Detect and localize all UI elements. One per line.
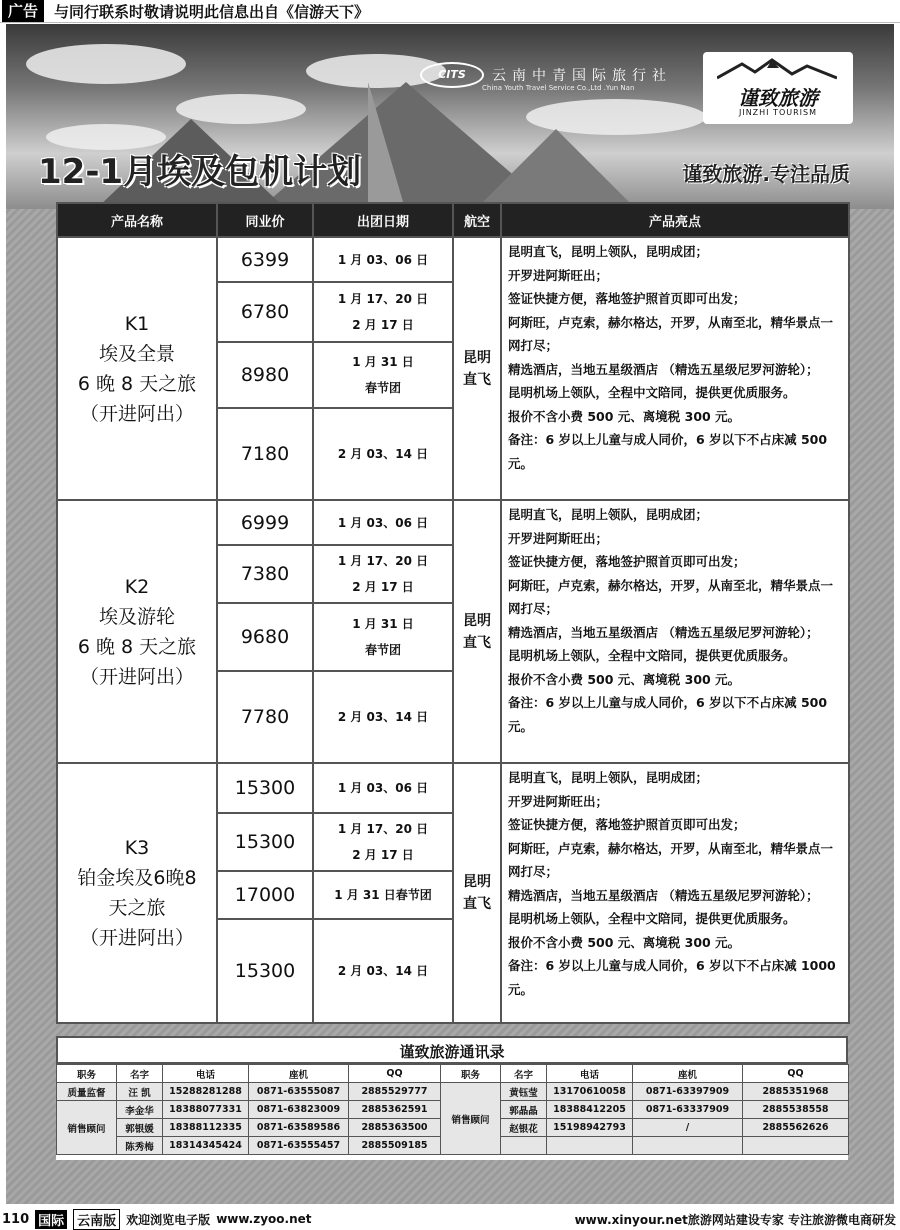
qq-cell: 2885351968: [743, 1083, 849, 1101]
airline-line: 昆明: [463, 349, 491, 366]
dir-header: 职务: [57, 1065, 117, 1083]
brand-name: 谨致旅游: [738, 86, 818, 110]
dir-header: 名字: [501, 1065, 547, 1083]
ad-page: [6, 24, 894, 1204]
dir-header: 电话: [163, 1065, 249, 1083]
page-footer: [0, 1208, 900, 1230]
directory-table: [56, 1064, 849, 1155]
price-cell: 17000: [217, 871, 313, 919]
product-duration: 6 晚 8 天之旅: [77, 635, 197, 658]
date-line: 2 月 03、14 日: [337, 447, 429, 461]
product-name-cell: [57, 237, 217, 500]
price-cell: 7380: [217, 545, 313, 603]
date-cell: [313, 763, 453, 813]
product-code: K1: [124, 312, 150, 335]
dir-header: QQ: [743, 1065, 849, 1083]
date-cell: [313, 237, 453, 282]
airline-cell: [453, 500, 501, 763]
brand-logo: [703, 52, 853, 124]
empty-cell: [743, 1137, 849, 1155]
landline-cell: 0871-63555457: [249, 1137, 349, 1155]
product-name: 埃及全景: [98, 342, 175, 365]
price-cell: 15300: [217, 763, 313, 813]
phone-cell: 13170610058: [547, 1083, 633, 1101]
highlight-line: 阿斯旺，卢克索，赫尔格达，开罗，从南至北，精华景点一网打尽；: [508, 577, 834, 616]
highlight-line: 备注：6 岁以上儿童与成人同价，6 岁以下不占床减 500 元。: [508, 695, 828, 734]
date-line: 1 月 31 日: [352, 617, 414, 631]
product-name-cell: [57, 763, 217, 1023]
qq-cell: 2885562626: [743, 1119, 849, 1137]
date-line: 2 月 03、14 日: [337, 964, 429, 978]
dir-header: 职务: [441, 1065, 501, 1083]
product-duration: 天之旅: [108, 897, 166, 919]
price-cell: 15300: [217, 919, 313, 1023]
date-line: 2 月 17 日: [352, 318, 414, 332]
phone-cell: 18388112335: [163, 1119, 249, 1137]
landline-cell: 0871-63823009: [249, 1101, 349, 1119]
highlight-line: 精选酒店，当地五星级酒店 （精选五星级尼罗河游轮）；: [508, 624, 819, 640]
highlight-line: 开罗进阿斯旺出；: [508, 793, 609, 809]
name-cell: 黄钰莹: [501, 1083, 547, 1101]
qq-cell: 2885363500: [349, 1119, 441, 1137]
qq-cell: 2885529777: [349, 1083, 441, 1101]
date-cell: [313, 671, 453, 763]
date-line: 1 月 17、20 日: [337, 822, 429, 836]
product-name: 埃及游轮: [98, 605, 175, 628]
highlight-line: 签证快捷方便，落地签护照首页即可出发；: [508, 817, 746, 832]
highlight-line: 备注：6 岁以上儿童与成人同价，6 岁以下不占床减 500 元。: [508, 432, 828, 471]
product-name-cell: [57, 500, 217, 763]
header-date: 出团日期: [313, 203, 453, 237]
name-cell: 郭银媛: [117, 1119, 163, 1137]
price-cell: 7180: [217, 408, 313, 500]
date-cell: [313, 813, 453, 871]
date-line: 1 月 31 日春节团: [334, 888, 432, 902]
header-product: 产品名称: [57, 203, 217, 237]
dir-header: 名字: [117, 1065, 163, 1083]
highlight-line: 阿斯旺，卢克索，赫尔格达，开罗，从南至北，精华景点一网打尽；: [508, 840, 834, 879]
page-number: 110: [2, 1211, 30, 1227]
phone-cell: 18388077331: [163, 1101, 249, 1119]
dir-header: 电话: [547, 1065, 633, 1083]
date-cell: [313, 919, 453, 1023]
highlight-line: 阿斯旺，卢克索，赫尔格达，开罗，从南至北，精华景点一网打尽；: [508, 314, 834, 353]
highlight-line: 签证快捷方便，落地签护照首页即可出发；: [508, 291, 746, 306]
section-label: 国际: [35, 1210, 67, 1229]
highlight-line: 昆明机场上领队，全程中文陪同，提供更优质服务。: [508, 911, 796, 926]
empty-cell: [633, 1137, 743, 1155]
ad-header-strip: [0, 0, 900, 23]
product-code: K2: [124, 575, 150, 598]
date-cell: [313, 282, 453, 342]
dir-header: 座机: [633, 1065, 743, 1083]
qq-cell: 2885509185: [349, 1137, 441, 1155]
airline-cell: [453, 763, 501, 1023]
price-cell: 15300: [217, 813, 313, 871]
highlight-line: 精选酒店，当地五星级酒店 （精选五星级尼罗河游轮）；: [508, 361, 819, 377]
product-route: （开进阿出）: [79, 927, 194, 949]
airline-cell: [453, 237, 501, 500]
product-route: （开进阿出）: [79, 402, 194, 425]
website-link[interactable]: www.zyoo.net: [216, 1212, 312, 1226]
highlight-line: 备注：6 岁以上儿童与成人同价，6 岁以下不占床减 1000 元。: [508, 958, 836, 997]
landline-cell: 0871-63555087: [249, 1083, 349, 1101]
highlight-line: 昆明直飞，昆明上领队，昆明成团；: [508, 507, 709, 522]
role-cell: 销售顾问: [57, 1101, 117, 1155]
welcome-text: 欢迎浏览电子版: [126, 1212, 211, 1227]
phone-cell: 18314345424: [163, 1137, 249, 1155]
dir-header: 座机: [249, 1065, 349, 1083]
highlights-cell: [501, 237, 849, 500]
name-cell: 汪 凯: [117, 1083, 163, 1101]
date-line: 1 月 17、20 日: [337, 292, 429, 306]
date-line: 2 月 17 日: [352, 848, 414, 862]
table-row: [57, 1083, 849, 1101]
directory-title: 谨致旅游通讯录: [56, 1036, 848, 1064]
agency-english-name: China Youth Travel Service Co.,Ltd .Yun Nan: [482, 84, 635, 92]
dir-header: QQ: [349, 1065, 441, 1083]
table-row: [57, 237, 849, 282]
date-line: 1 月 03、06 日: [337, 515, 429, 530]
header-airline: 航空: [453, 203, 501, 237]
date-cell: [313, 408, 453, 500]
name-cell: 陈秀梅: [117, 1137, 163, 1155]
ad-tag: 广告: [2, 0, 44, 22]
landline-cell: 0871-63397909: [633, 1083, 743, 1101]
airline-line: 直飞: [463, 634, 491, 651]
highlight-line: 昆明直飞，昆明上领队，昆明成团；: [508, 244, 709, 259]
highlight-line: 开罗进阿斯旺出；: [508, 530, 609, 546]
highlight-line: 报价不含小费 500 元、离境税 300 元。: [508, 671, 741, 687]
price-cell: 6399: [217, 237, 313, 282]
empty-cell: [501, 1137, 547, 1155]
landline-cell: 0871-63589586: [249, 1119, 349, 1137]
highlight-line: 报价不含小费 500 元、离境税 300 元。: [508, 408, 741, 424]
header-highlights: 产品亮点: [501, 203, 849, 237]
brand-english-name: JINZHI TOURISM: [738, 108, 818, 117]
highlight-line: 昆明直飞，昆明上领队，昆明成团；: [508, 770, 709, 785]
name-cell: 赵银花: [501, 1119, 547, 1137]
date-line: 1 月 17、20 日: [337, 554, 429, 568]
product-route: （开进阿出）: [79, 665, 194, 688]
page-title: 12-1月埃及包机计划: [38, 152, 362, 192]
qq-cell: 2885362591: [349, 1101, 441, 1119]
mountain-icon: [717, 58, 837, 80]
price-cell: 8980: [217, 342, 313, 408]
airline-line: 昆明: [463, 612, 491, 629]
price-cell: 6999: [217, 500, 313, 545]
qq-cell: 2885538558: [743, 1101, 849, 1119]
date-line: 2 月 17 日: [352, 580, 414, 594]
source-notice: 与同行联系时敬请说明此信息出自《信游天下》: [54, 2, 370, 21]
table-header-row: [57, 203, 849, 237]
agency-logo: CITS: [420, 62, 484, 88]
name-cell: 郭晶晶: [501, 1101, 547, 1119]
highlight-line: 昆明机场上领队，全程中文陪同，提供更优质服务。: [508, 648, 796, 663]
date-line: 春节团: [364, 643, 401, 657]
table-row: [57, 500, 849, 545]
highlights-cell: [501, 500, 849, 763]
highlight-line: 精选酒店，当地五星级酒店 （精选五星级尼罗河游轮）；: [508, 887, 819, 903]
price-cell: 9680: [217, 603, 313, 671]
table-row: [57, 763, 849, 813]
airline-line: 直飞: [463, 371, 491, 388]
date-line: 1 月 31 日: [352, 355, 414, 369]
landline-cell: /: [633, 1119, 743, 1137]
date-line: 春节团: [364, 381, 401, 395]
date-cell: [313, 603, 453, 671]
date-cell: [313, 545, 453, 603]
role-cell: 销售顾问: [441, 1083, 501, 1155]
agency-name: 云南中青国际旅行社: [492, 68, 672, 84]
name-cell: 李金华: [117, 1101, 163, 1119]
airline-line: 昆明: [463, 874, 491, 890]
date-line: 2 月 03、14 日: [337, 710, 429, 724]
airline-line: 直飞: [463, 896, 491, 912]
pyramid-banner: [6, 24, 894, 209]
date-line: 1 月 03、06 日: [337, 781, 429, 795]
date-cell: [313, 342, 453, 408]
date-cell: [313, 500, 453, 545]
phone-cell: 15198942793: [547, 1119, 633, 1137]
phone-cell: 15288281288: [163, 1083, 249, 1101]
product-code: K3: [124, 837, 150, 859]
highlight-line: 报价不含小费 500 元、离境税 300 元。: [508, 934, 741, 950]
highlight-line: 开罗进阿斯旺出；: [508, 267, 609, 283]
price-cell: 6780: [217, 282, 313, 342]
product-name: 铂金埃及6晚8: [77, 867, 197, 889]
slogan: 谨致旅游.专注品质: [682, 162, 850, 186]
footer-promo: www.xinyour.net旅游网站建设专家 专注旅游微电商研发: [574, 1212, 896, 1227]
contact-directory: [56, 1036, 848, 1160]
landline-cell: 0871-63337909: [633, 1101, 743, 1119]
phone-cell: 18388412205: [547, 1101, 633, 1119]
role-cell: 质量监督: [57, 1083, 117, 1101]
empty-cell: [547, 1137, 633, 1155]
highlights-cell: [501, 763, 849, 1023]
highlight-line: 签证快捷方便，落地签护照首页即可出发；: [508, 554, 746, 569]
charter-plan-table: [56, 202, 850, 1024]
date-cell: [313, 871, 453, 919]
header-price: 同业价: [217, 203, 313, 237]
edition-label: 云南版: [73, 1209, 120, 1230]
price-cell: 7780: [217, 671, 313, 763]
date-line: 1 月 03、06 日: [337, 252, 429, 267]
highlight-line: 昆明机场上领队，全程中文陪同，提供更优质服务。: [508, 385, 796, 400]
directory-header-row: [57, 1065, 849, 1083]
product-duration: 6 晚 8 天之旅: [77, 372, 197, 395]
